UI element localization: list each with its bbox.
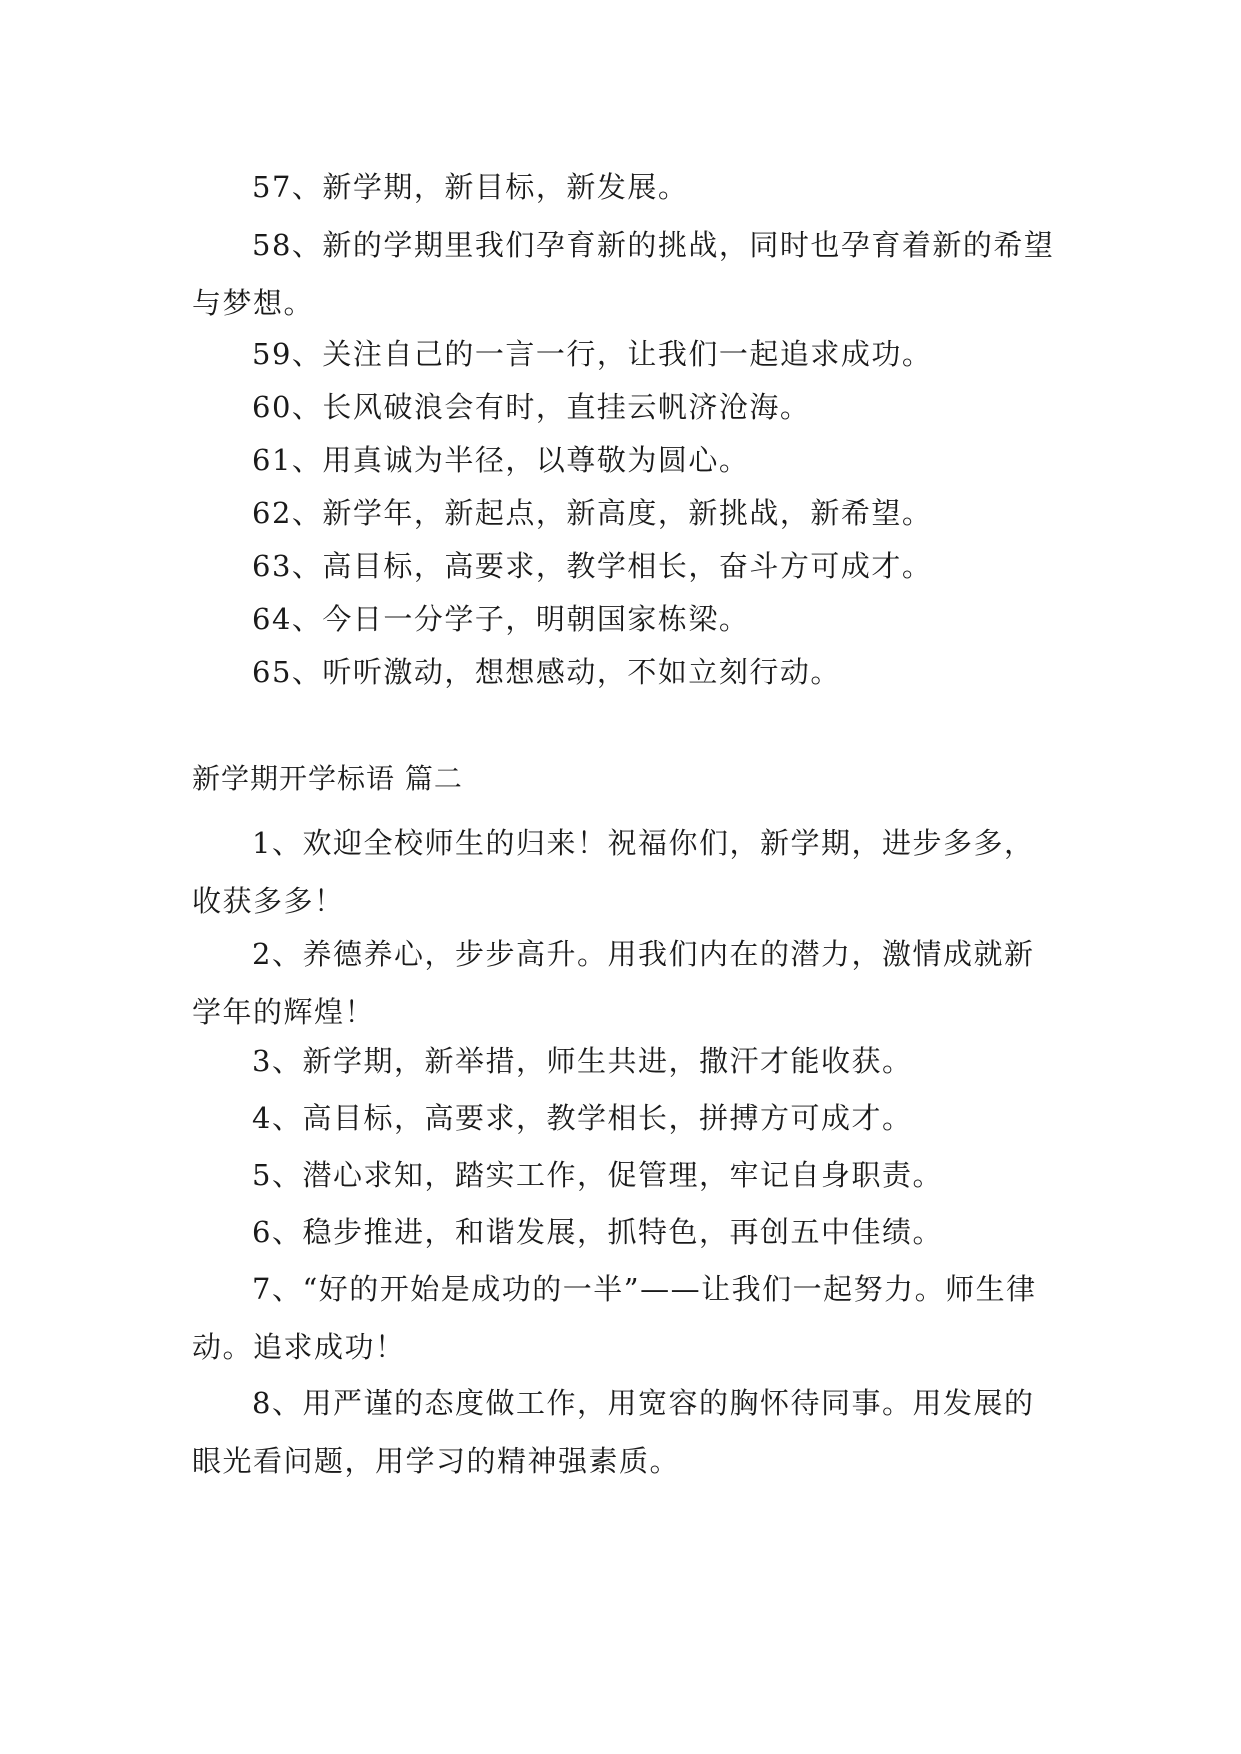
list-item-64: 64、今日一分学子，明朝国家栋梁。 <box>252 602 750 636</box>
section-heading: 新学期开学标语 篇二 <box>192 762 463 795</box>
list-item-65: 65、听听激动，想想感动，不如立刻行动。 <box>252 655 841 689</box>
list-item-2: 2、养德养心，步步高升。用我们内在的潜力，激情成就新学年的辉煌！ <box>192 937 1035 1029</box>
list-item-1: 1、欢迎全校师生的归来！祝福你们，新学期，进步多多，收获多多！ <box>192 826 1035 918</box>
list-item-58: 58、新的学期里我们孕育新的挑战，同时也孕育着新的希望与梦想。 <box>192 228 1055 320</box>
list-item-57: 57、新学期，新目标，新发展。 <box>252 170 689 204</box>
list-item-4: 4、高目标，高要求，教学相长，拼搏方可成才。 <box>252 1101 913 1135</box>
list-item-6: 6、稳步推进，和谐发展，抓特色，再创五中佳绩。 <box>252 1215 943 1249</box>
list-item-62: 62、新学年，新起点，新高度，新挑战，新希望。 <box>252 496 933 530</box>
list-item-61: 61、用真诚为半径，以尊敬为圆心。 <box>252 443 750 477</box>
list-item-63: 63、高目标，高要求，教学相长，奋斗方可成才。 <box>252 549 933 583</box>
list-item-7: 7、“好的开始是成功的一半”——让我们一起努力。师生律动。追求成功！ <box>192 1272 1037 1364</box>
list-item-60: 60、长风破浪会有时，直挂云帆济沧海。 <box>252 390 811 424</box>
list-item-59: 59、关注自己的一言一行，让我们一起追求成功。 <box>252 337 933 371</box>
list-item-5: 5、潜心求知，踏实工作，促管理，牢记自身职责。 <box>252 1158 943 1192</box>
list-item-3: 3、新学期，新举措，师生共进，撒汗才能收获。 <box>252 1044 913 1078</box>
list-item-8: 8、用严谨的态度做工作，用宽容的胸怀待同事。用发展的眼光看问题，用学习的精神强素质。 <box>192 1386 1035 1478</box>
